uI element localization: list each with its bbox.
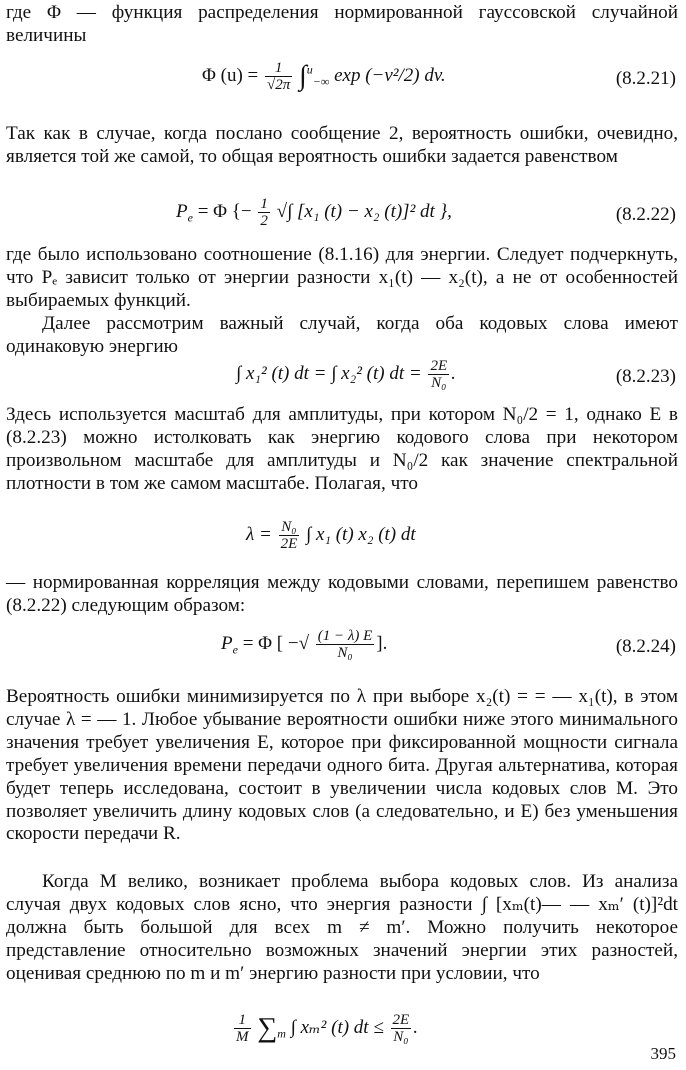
equation-8-2-24: $P_e = \Phi$ [ −√ $\frac{(1 - \lambda) E}{\text{N₀}}$ ]. (8.2.24) — [221, 628, 676, 661]
paragraph-6: — нормированная корреляция между кодовыми словами, перепишем равенство (8.2.22) следующим образом: — [6, 572, 678, 616]
paragraph-8: Когда M велико, возникает проблема выбора кодовых слов. Из анализа случая двух кодовых слов ясно, что энергия разности ∫ [xₘ(t)— — xₘ′ (t)]²dt должна быть большой для всех m ≠ m′. Можно получить некоторое представление относительно возможных значений энергии этих разностей, оценивая среднюю по m и m′ энергию разности при условии, что — [6, 871, 678, 984]
equation-number: (8.2.22) — [615, 204, 676, 225]
equation-8-2-23: ∫ x₁² (t) dt = ∫ x₂² (t) dt = $\frac{2E}{\text{N₀}}$ . (8.2.23) — [236, 358, 676, 391]
equation-8-2-21: Φ (u) = $\frac{1}{√2\pi}$ ∫$^u_{-\infty}$ exp (−v²/2) dv. (8.2.21) — [202, 60, 676, 93]
paragraph-4: Далее рассмотрим важный случай, когда оба кодовых слова имеют одинаковую энергию — [6, 313, 678, 357]
paragraph-1: где Φ — функция распределения нормированной гауссовской случайной величины — [6, 2, 678, 46]
page-number: 395 — [650, 1044, 676, 1063]
equation-sum-energy: $\frac{1}{M}$ $\sum_m$ ∫ xₘ² (t) dt ≤ $\frac{2E}{\text{N₀}}$ . — [236, 1012, 418, 1045]
paragraph-7: Вероятность ошибки минимизируется по λ при выборе x₂(t) = = — x₁(t), в этом случае λ = — 1. Любое убывание вероятности ошибки ниже этого минимального значения требует увеличения E, которое при фиксированной мощности сигнала требует увеличения времени передачи одного бита. Другая альтернатива, которая будет теперь исследована, состоит в увеличении числа кодовых слов M. Это позволяет увеличить длину кодовых слов (а следовательно, и E) без уменьшения скорости передачи R. — [6, 686, 678, 845]
paragraph-5: Здесь используется масштаб для амплитуды, при котором N₀/2 = 1, однако E в (8.2.23) можно истолковать как энергию кодового слова при некотором произвольном масштабе для амплитуды и N₀/2 как значение спектральной плотности в том же самом масштабе. Полагая, что — [6, 404, 678, 494]
equation-8-2-22: $P_e = \Phi$ {− $\frac{1}{2}$ √∫ [x₁ (t) − x₂ (t)]² dt }, (8.2.22) — [176, 196, 676, 229]
paragraph-2: Так как в случае, когда послано сообщение 2, вероятность ошибки, очевидно, является той же самой, то общая вероятность ошибки задается равенством — [6, 123, 678, 167]
equation-lambda: λ = $\frac{\text{N₀}}{2E}$ ∫ x₁ (t) x₂ (t) dt — [246, 519, 416, 552]
paragraph-3: где было использовано соотношение (8.1.16) для энергии. Следует подчеркнуть, что Pₑ зависит только от энергии разности x₁(t) — x₂(t), а не от особенностей выбираемых функций. — [6, 244, 678, 311]
equation-number: (8.2.21) — [615, 68, 676, 89]
equation-number: (8.2.23) — [615, 366, 676, 387]
equation-number: (8.2.24) — [615, 636, 676, 657]
